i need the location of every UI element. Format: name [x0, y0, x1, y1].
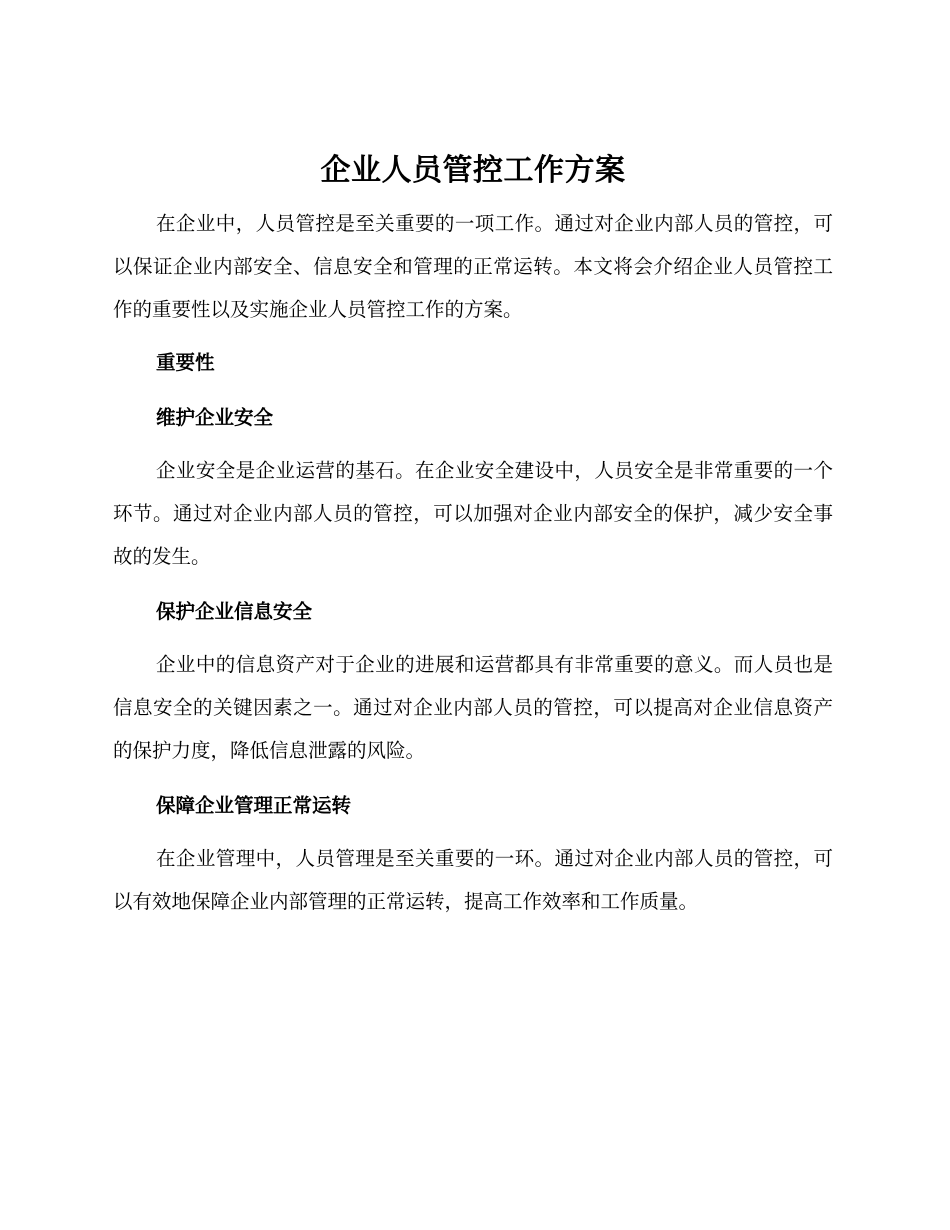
intro-paragraph: 在企业中，人员管控是至关重要的一项工作。通过对企业内部人员的管控，可以保证企业内部安全、信息安全和管理的正常运转。本文将会介绍企业人员管控工作的重要性以及实施企业人员管控工作的方案。: [113, 212, 833, 321]
spacer: [113, 384, 833, 396]
spacer: [113, 827, 833, 837]
spacer: [113, 331, 833, 341]
spacer: [113, 633, 833, 643]
document-page: [113, 148, 833, 923]
subsection-body-information-security: 企业中的信息资产对于企业的进展和运营都具有非常重要的意义。而人员也是信息安全的关键因素之一。通过对企业内部人员的管控，可以提高对企业信息资产的保护力度，降低信息泄露的风险。: [113, 653, 833, 762]
spacer: [113, 439, 833, 449]
spacer: [113, 578, 833, 590]
subsection-heading-information-security: 保护企业信息安全: [156, 600, 313, 623]
spacer: [113, 772, 833, 784]
document-title: 企业人员管控工作方案: [320, 153, 626, 188]
section-heading-importance: 重要性: [156, 351, 215, 374]
subsection-body-enterprise-security: 企业安全是企业运营的基石。在企业安全建设中，人员安全是非常重要的一个环节。通过对企业内部人员的管控，可以加强对企业内部安全的保护，减少安全事故的发生。: [113, 459, 833, 568]
subsection-body-management-operation: 在企业管理中，人员管理是至关重要的一环。通过对企业内部人员的管控，可以有效地保障企业内部管理的正常运转，提高工作效率和工作质量。: [113, 847, 833, 913]
subsection-heading-management-operation: 保障企业管理正常运转: [156, 794, 352, 817]
subsection-heading-enterprise-security: 维护企业安全: [156, 406, 274, 429]
